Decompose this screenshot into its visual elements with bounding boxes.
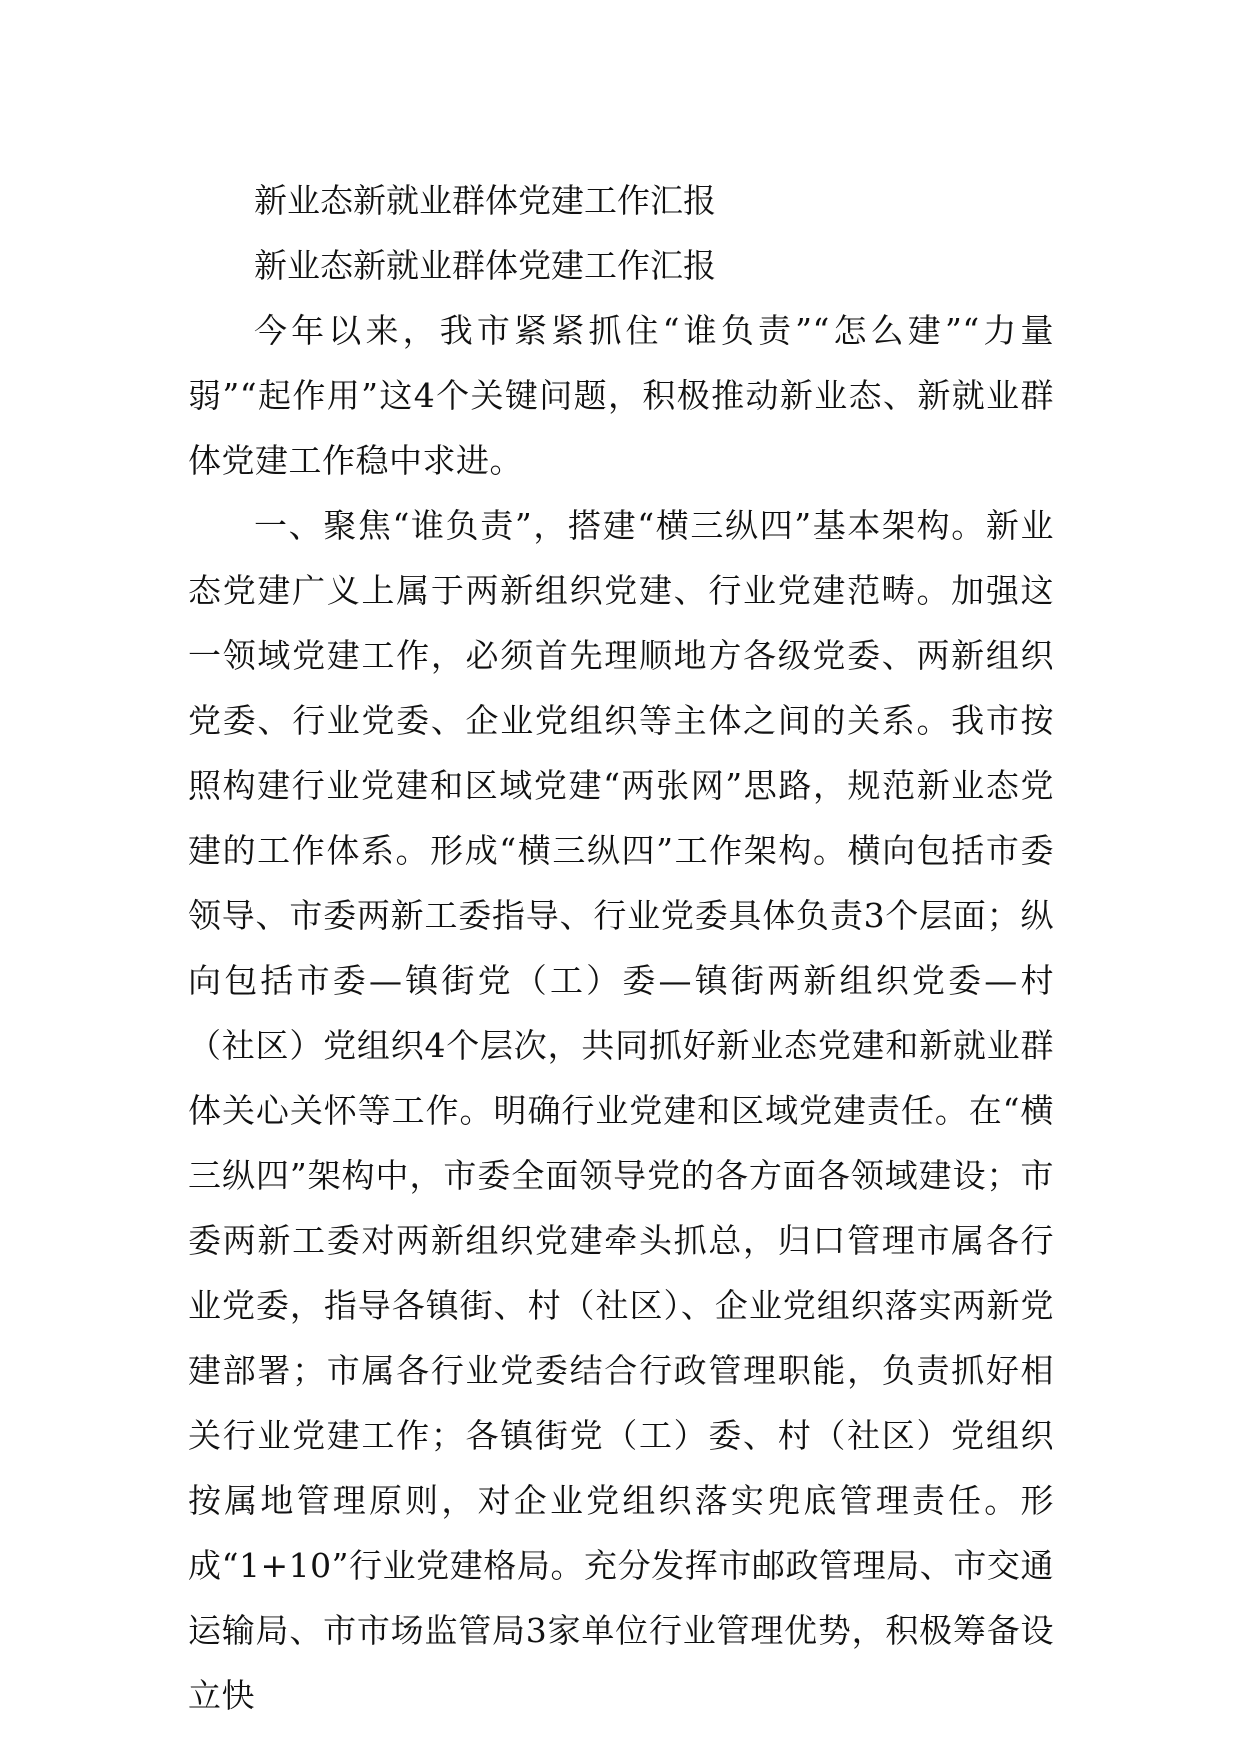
document-subtitle: 新业态新就业群体党建工作汇报 (254, 246, 716, 285)
paragraph-intro: 今年以来，我市紧紧抓住“谁负责”“怎么建”“力量弱”“起作用”这4个关键问题，积极推动新业态、新就业群体党建工作稳中求进。 (188, 311, 1054, 480)
document-title: 新业态新就业群体党建工作汇报 (254, 181, 716, 220)
paragraph-section-one: 一、聚焦“谁负责”，搭建“横三纵四”基本架构。新业态党建广义上属于两新组织党建、行业党建范畴。加强这一领域党建工作，必须首先理顺地方各级党委、两新组织党委、行业党委、企业党组织等主体之间的关系。我市按照构建行业党建和区域党建“两张网”思路，规范新业态党建的工作体系。形成“横三纵四”工作架构。横向包括市委领导、市委两新工委指导、行业党委具体负责3个层面；纵向包括市委—镇街党（工）委—镇街两新组织党委—村（社区）党组织4个层次，共同抓好新业态党建和新就业群体关心关怀等工作。明确行业党建和区域党建责任。在“横三纵四”架构中，市委全面领导党的各方面各领域建设；市委两新工委对两新组织党建牵头抓总，归口管理市属各行业党委，指导各镇街、村（社区）、企业党组织落实两新党建部署；市属各行业党委结合行政管理职能，负责抓好相关行业党建工作；各镇街党（工）委、村（社区）党组织按属地管理原则，对企业党组织落实兜底管理责任。形成“1+10”行业党建格局。充分发挥市邮政管理局、市交通运输局、市市场监管局3家单位行业管理优势，积极筹备设立快 (188, 506, 1054, 1715)
document-body (188, 168, 1054, 1728)
